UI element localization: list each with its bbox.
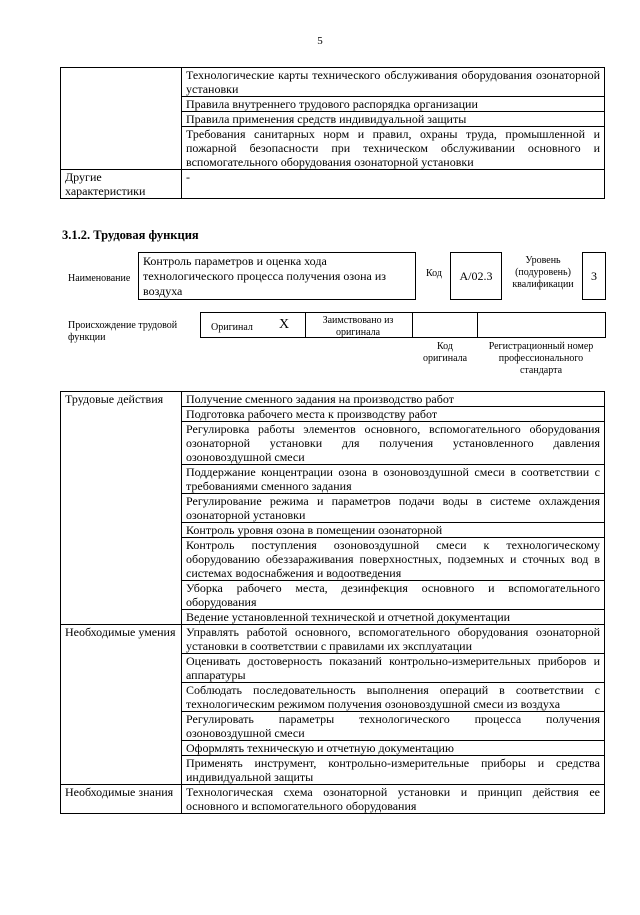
top-table-item: Требования санитарных норм и правил, охраны труда, промышленной и пожарной безопасности при техническом обслуживании основного и вспомогательного оборудования озонаторной установки <box>182 127 605 170</box>
required-knowledge-label: Необходимые знания <box>61 785 182 814</box>
origin-divider <box>477 312 478 338</box>
section-title: 3.1.2. Трудовая функция <box>62 228 199 242</box>
table-row: Подготовка рабочего места к производству работ <box>182 407 605 422</box>
table-row: Управлять работой основного, вспомогательного оборудования озонаторной установки в соответствии с правилами их эксплуатации <box>182 625 605 654</box>
top-table-item: Технологические карты технического обслуживания оборудования озонаторной установки <box>182 68 605 97</box>
table-row: Уборка рабочего места, дезинфекция основного и вспомогательного оборудования <box>182 581 605 610</box>
main-table <box>60 391 605 814</box>
other-characteristics-label: Другие характеристики <box>61 170 182 199</box>
table-row: Оценивать достоверность показаний контрольно-измерительных приборов и аппаратуры <box>182 654 605 683</box>
top-table <box>60 67 605 199</box>
borrowed-label: Заимствовано из оригинала <box>322 315 394 338</box>
table-row: Регулировка работы элементов основного, вспомогательного оборудования озонаторной установки для получения установленного давления озоновоздушной смеси <box>182 422 605 465</box>
table-row: Применять инструмент, контрольно-измерительные приборы и средства индивидуальной защиты <box>182 756 605 785</box>
original-label: Оригинал <box>211 322 253 333</box>
other-characteristics-value: - <box>182 170 605 199</box>
original-mark: X <box>279 317 290 332</box>
origin-divider <box>305 312 306 338</box>
table-row: Получение сменного задания на производство работ <box>182 392 605 407</box>
code-label: Код <box>426 268 442 279</box>
code-caption: Код оригинала <box>422 341 468 364</box>
required-skills-label: Необходимые умения <box>61 625 182 785</box>
top-table-item: Правила применения средств индивидуальной защиты <box>182 112 605 127</box>
name-label: Наименование <box>68 273 131 284</box>
page-number: 5 <box>317 35 323 47</box>
table-row: Технологическая схема озонаторной установки и принцип действия ее основного и вспомогательного оборудования <box>182 785 605 814</box>
table-row: Контроль уровня озона в помещении озонаторной <box>182 523 605 538</box>
top-table-empty-label <box>61 68 182 170</box>
name-value: Контроль параметров и оценка хода технологического процесса получения озона из воздуха <box>138 252 416 300</box>
level-value: 3 <box>582 252 606 300</box>
table-row: Ведение установленной технической и отчетной документации <box>182 610 605 625</box>
level-label: Уровень (подуровень) квалификации <box>512 255 574 290</box>
labor-actions-label: Трудовые действия <box>61 392 182 625</box>
table-row: Оформлять техническую и отчетную документацию <box>182 741 605 756</box>
code-value: A/02.3 <box>450 252 502 300</box>
origin-box <box>200 312 606 338</box>
top-table-item: Правила внутреннего трудового распорядка организации <box>182 97 605 112</box>
table-row: Поддержание концентрации озона в озоновоздушной смеси в соответствии с требованиями сменного задания <box>182 465 605 494</box>
table-row: Контроль поступления озоновоздушной смеси к технологическому оборудованию обеззараживания поверхностных, подземных и сточных вод в системах водоснабжения и водоотведения <box>182 538 605 581</box>
table-row: Регулирование режима и параметров подачи воды в системе охлаждения озонаторной установки <box>182 494 605 523</box>
origin-divider <box>412 312 413 338</box>
table-row: Соблюдать последовательность выполнения операций в соответствии с технологическим режимом получения озоновоздушной смеси из воздуха <box>182 683 605 712</box>
table-row: Регулировать параметры технологического процесса получения озоновоздушной смеси <box>182 712 605 741</box>
reg-caption: Регистрационный номер профессионального стандарта <box>488 341 594 376</box>
origin-label: Происхождение трудовой функции <box>68 320 178 343</box>
